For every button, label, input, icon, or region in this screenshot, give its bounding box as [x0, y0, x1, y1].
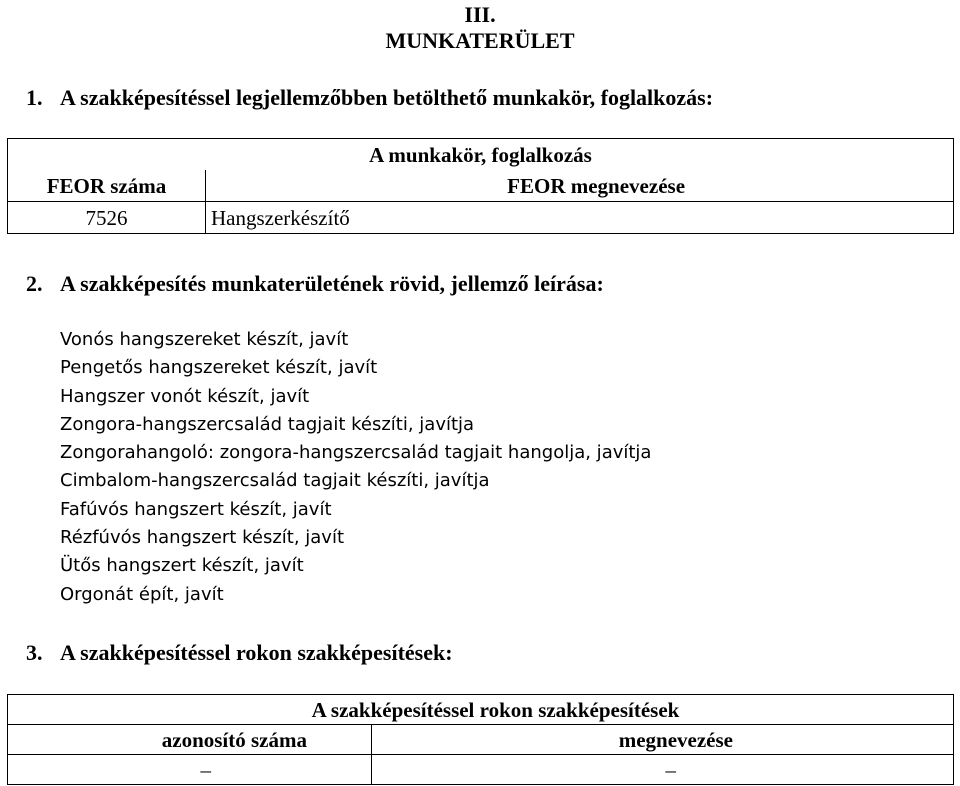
- chapter-title: MUNKATERÜLET: [385, 28, 575, 53]
- related-table-caption: A szakképesítéssel rokon szakképesítések: [8, 695, 954, 725]
- work-area-description: [60, 326, 651, 609]
- list-item: Vonós hangszereket készít, javít: [60, 329, 349, 350]
- feor-code-header: FEOR száma: [8, 170, 206, 202]
- section-1-number: 1.: [26, 85, 43, 110]
- section-3-number: 3.: [26, 640, 43, 665]
- table-row: [8, 202, 954, 234]
- occupation-table-caption: A munkakör, foglalkozás: [8, 139, 954, 171]
- list-item: Rézfúvós hangszert készít, javít: [60, 527, 345, 549]
- occupation-table: [7, 138, 954, 234]
- name-cell: –: [372, 755, 954, 785]
- section-1-heading: [26, 85, 713, 111]
- list-item: Hangszer vonót készít, javít: [60, 385, 310, 407]
- list-item: Zongora-hangszercsalád tagjait készíti, javítja: [60, 413, 475, 435]
- feor-name-cell: Hangszerkészítő: [206, 202, 954, 234]
- list-item: Zongorahangoló: zongora-hangszercsalád tagjait hangolja, javítja: [60, 442, 652, 464]
- feor-code-cell: 7526: [8, 202, 206, 234]
- id-number-header: azonosító száma: [8, 725, 372, 755]
- section-2-title: A szakképesítés munkaterületének rövid, jellemző leírása:: [60, 271, 604, 296]
- section-3-heading: [26, 640, 453, 666]
- section-1-title: A szakképesítéssel legjellemzőbben betölthető munkakör, foglalkozás:: [60, 85, 714, 110]
- name-header: megnevezése: [372, 725, 954, 755]
- section-3-title: A szakképesítéssel rokon szakképesítések:: [60, 640, 453, 665]
- related-qualifications-table: [7, 694, 954, 785]
- section-2-heading: [26, 271, 604, 297]
- list-item: Orgonát épít, javít: [60, 583, 224, 605]
- list-item: Cimbalom-hangszercsalád tagjait készíti, javítja: [60, 470, 490, 492]
- list-item: Pengetős hangszereket készít, javít: [60, 357, 378, 379]
- list-item: Ütős hangszert készít, javít: [60, 555, 304, 577]
- chapter-number: III.: [464, 2, 496, 27]
- table-row: [8, 755, 954, 785]
- section-2-number: 2.: [26, 271, 43, 296]
- list-item: Fafúvós hangszert készít, javít: [60, 498, 332, 520]
- id-number-cell: –: [8, 755, 372, 785]
- feor-name-header: FEOR megnevezése: [206, 170, 954, 202]
